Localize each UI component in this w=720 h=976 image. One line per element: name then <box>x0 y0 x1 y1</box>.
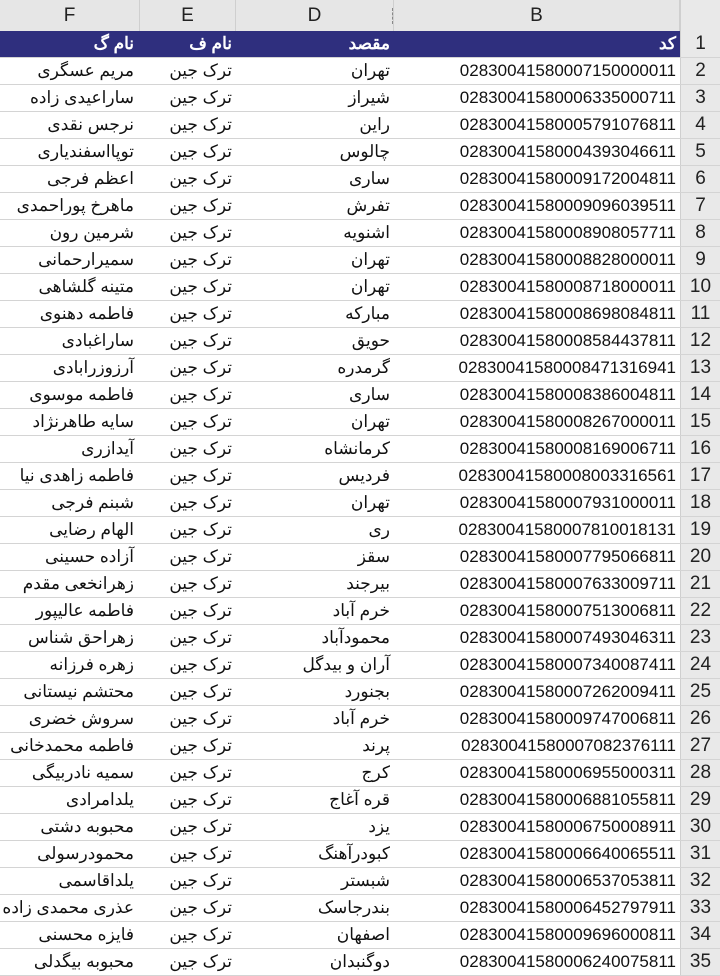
table-row <box>0 301 720 328</box>
row-number[interactable]: 24 <box>680 652 720 678</box>
destination-cell[interactable]: بجنورد <box>344 682 390 701</box>
row-number[interactable]: 16 <box>680 436 720 462</box>
code-cell[interactable]: 02830041580008169006711 <box>459 439 676 458</box>
name-cell[interactable]: فایزه محسنی <box>38 925 134 944</box>
table-row <box>0 625 720 652</box>
table-row <box>0 382 720 409</box>
header-cell-name[interactable]: نام گ <box>93 34 134 53</box>
row-number[interactable]: 4 <box>680 112 720 138</box>
row-number[interactable]: 18 <box>680 490 720 516</box>
destination-cell[interactable]: فردیس <box>338 466 390 485</box>
name-cell[interactable]: فاطمه دهنوی <box>39 304 134 323</box>
table-row <box>0 139 720 166</box>
row-number[interactable]: 31 <box>680 841 720 867</box>
row-number[interactable]: 29 <box>680 787 720 813</box>
code-cell[interactable]: 02830041580008828000011 <box>459 250 676 269</box>
table-row <box>0 220 720 247</box>
destination-cell[interactable]: کبودرآهنگ <box>318 844 390 863</box>
destination-cell[interactable]: اشنویه <box>343 223 390 242</box>
code-cell[interactable]: 02830041580008003316561 <box>458 466 676 485</box>
column-header-f[interactable]: F <box>0 0 140 31</box>
row-number[interactable]: 19 <box>680 517 720 543</box>
table-row <box>0 247 720 274</box>
table-row <box>0 193 720 220</box>
row-number[interactable]: 32 <box>680 868 720 894</box>
column-header-e[interactable]: E <box>140 0 236 31</box>
name-cell[interactable]: نرجس نقدی <box>47 115 134 134</box>
code-cell[interactable]: 02830041580007150000011 <box>459 61 676 80</box>
code-cell[interactable]: 02830041580007633009711 <box>459 574 676 593</box>
destination-cell[interactable]: کرج <box>361 763 390 782</box>
destination-cell[interactable]: قره آغاج <box>329 790 390 809</box>
name-cell[interactable]: زهرانخعی مقدم <box>22 574 134 593</box>
header-cell-pname[interactable]: نام ف <box>189 34 232 53</box>
destination-cell[interactable]: خرم آباد <box>332 709 390 728</box>
destination-cell[interactable]: پرند <box>362 736 390 755</box>
code-cell[interactable]: 02830041580004393046611 <box>459 142 676 161</box>
pname-cell[interactable]: ترک جین <box>169 790 232 809</box>
destination-cell[interactable]: گرمدره <box>337 358 390 377</box>
pname-cell[interactable]: ترک جین <box>169 898 232 917</box>
name-cell[interactable]: سمیه نادربیگی <box>31 763 134 782</box>
column-header-d[interactable]: D <box>236 0 394 31</box>
pname-cell[interactable]: ترک جین <box>169 817 232 836</box>
pname-cell[interactable]: ترک جین <box>169 358 232 377</box>
pname-cell[interactable]: ترک جین <box>169 574 232 593</box>
pname-cell[interactable]: ترک جین <box>169 169 232 188</box>
destination-cell[interactable]: یزد <box>368 817 390 836</box>
row-number[interactable]: 33 <box>680 895 720 921</box>
table-row <box>0 733 720 760</box>
row-number[interactable]: 1 <box>680 31 720 57</box>
table-row <box>0 112 720 139</box>
pname-cell[interactable]: ترک جین <box>169 925 232 944</box>
name-cell[interactable]: توپااسفندیاری <box>37 142 134 161</box>
name-cell[interactable]: محمودرسولی <box>37 844 134 863</box>
name-cell[interactable]: ساراغبادی <box>61 331 134 350</box>
row-number[interactable]: 2 <box>680 58 720 84</box>
name-cell[interactable]: شبنم فرجی <box>51 493 134 512</box>
pname-cell[interactable]: ترک جین <box>169 61 232 80</box>
code-cell[interactable]: 02830041580009172004811 <box>459 169 676 188</box>
code-cell[interactable]: 02830041580006452797911 <box>459 898 676 917</box>
pname-cell[interactable]: ترک جین <box>169 736 232 755</box>
row-number[interactable]: 3 <box>680 85 720 111</box>
code-cell[interactable]: 02830041580007082376111 <box>461 736 676 755</box>
destination-cell[interactable]: تهران <box>350 250 390 269</box>
pname-cell[interactable]: ترک جین <box>169 439 232 458</box>
code-cell[interactable]: 02830041580009696000811 <box>459 925 676 944</box>
name-cell[interactable]: آرزوزرابادی <box>52 358 134 377</box>
destination-cell[interactable]: مبارکه <box>345 304 390 323</box>
row-number[interactable]: 21 <box>680 571 720 597</box>
column-header-b[interactable]: B <box>394 0 680 31</box>
row-number[interactable]: 23 <box>680 625 720 651</box>
code-cell[interactable]: 02830041580006537053811 <box>459 871 676 890</box>
code-cell[interactable]: 02830041580006640065511 <box>459 844 676 863</box>
destination-cell[interactable]: آران و بیدگل <box>302 655 390 674</box>
name-cell[interactable]: زهراحق شناس <box>28 628 134 647</box>
pname-cell[interactable]: ترک جین <box>169 88 232 107</box>
code-cell[interactable]: 02830041580007513006811 <box>459 601 676 620</box>
destination-cell[interactable]: حویق <box>351 331 390 350</box>
destination-cell[interactable]: شیراز <box>348 88 390 107</box>
table-row <box>0 679 720 706</box>
table-row <box>0 706 720 733</box>
pname-cell[interactable]: ترک جین <box>169 844 232 863</box>
header-row <box>0 31 720 58</box>
destination-cell[interactable]: تهران <box>350 412 390 431</box>
table-row <box>0 922 720 949</box>
destination-cell[interactable]: راین <box>359 115 390 134</box>
code-cell[interactable]: 02830041580008908057711 <box>459 223 676 242</box>
name-cell[interactable]: فاطمه عالیپور <box>35 601 134 620</box>
pname-cell[interactable]: ترک جین <box>169 115 232 134</box>
code-cell[interactable]: 02830041580006750008911 <box>459 817 676 836</box>
code-cell[interactable]: 02830041580008698084811 <box>459 304 676 323</box>
pname-cell[interactable]: ترک جین <box>169 385 232 404</box>
pname-cell[interactable]: ترک جین <box>169 142 232 161</box>
row-number[interactable]: 35 <box>680 949 720 975</box>
name-cell[interactable]: محبوبه بیگدلی <box>33 952 134 971</box>
table-row <box>0 436 720 463</box>
code-cell[interactable]: 02830041580007931000011 <box>459 493 676 512</box>
table-row <box>0 166 720 193</box>
pname-cell[interactable]: ترک جین <box>169 871 232 890</box>
row-number[interactable]: 14 <box>680 382 720 408</box>
table-row <box>0 814 720 841</box>
table-row <box>0 787 720 814</box>
row-number[interactable]: 34 <box>680 922 720 948</box>
code-cell[interactable]: 02830041580007810018131 <box>458 520 676 539</box>
name-cell[interactable]: فاطمه زاهدی نیا <box>19 466 134 485</box>
code-cell[interactable]: 02830041580006881055811 <box>459 790 676 809</box>
name-cell[interactable]: یلدامرادی <box>65 790 134 809</box>
destination-cell[interactable]: سقز <box>357 547 390 566</box>
select-all-corner[interactable] <box>680 0 720 31</box>
destination-cell[interactable]: ری <box>368 520 390 539</box>
pname-cell[interactable]: ترک جین <box>169 709 232 728</box>
pname-cell[interactable]: ترک جین <box>169 250 232 269</box>
pname-cell[interactable]: ترک جین <box>169 331 232 350</box>
name-cell[interactable]: ماهرخ پوراحمدی <box>16 196 134 215</box>
sheet-rows <box>0 31 720 976</box>
destination-cell[interactable]: چالوس <box>339 142 390 161</box>
code-cell[interactable]: 02830041580008584437811 <box>459 331 676 350</box>
code-cell[interactable]: 02830041580008267000011 <box>459 412 676 431</box>
code-cell[interactable]: 02830041580008718000011 <box>459 277 676 296</box>
pname-cell[interactable]: ترک جین <box>169 601 232 620</box>
name-cell[interactable]: مریم عسگری <box>37 61 134 80</box>
table-row <box>0 85 720 112</box>
table-row <box>0 868 720 895</box>
table-row <box>0 517 720 544</box>
pname-cell[interactable]: ترک جین <box>169 493 232 512</box>
destination-cell[interactable]: خرم آباد <box>332 601 390 620</box>
header-cell-destination[interactable]: مقصد <box>348 34 390 53</box>
pname-cell[interactable]: ترک جین <box>169 547 232 566</box>
code-cell[interactable]: 02830041580008471316941 <box>458 358 676 377</box>
table-row <box>0 463 720 490</box>
name-cell[interactable]: سایه طاهرنژاد <box>32 412 134 431</box>
name-cell[interactable]: زهره فرزانه <box>49 655 134 674</box>
table-row <box>0 652 720 679</box>
table-row <box>0 544 720 571</box>
code-cell[interactable]: 02830041580005791076811 <box>459 115 676 134</box>
code-cell[interactable]: 02830041580006240075811 <box>459 952 676 971</box>
pname-cell[interactable]: ترک جین <box>169 655 232 674</box>
name-cell[interactable]: ساراعیدی زاده <box>30 88 134 107</box>
pname-cell[interactable]: ترک جین <box>169 466 232 485</box>
code-cell[interactable]: 02830041580007340087411 <box>459 655 676 674</box>
header-cell-code[interactable]: کد <box>658 34 676 53</box>
row-number[interactable]: 27 <box>680 733 720 759</box>
name-cell[interactable]: آزاده حسینی <box>45 547 134 566</box>
table-row <box>0 355 720 382</box>
row-number[interactable]: 22 <box>680 598 720 624</box>
name-cell[interactable]: سمیرارحمانی <box>38 250 134 269</box>
row-number[interactable]: 26 <box>680 706 720 732</box>
table-row <box>0 598 720 625</box>
row-number[interactable]: 30 <box>680 814 720 840</box>
destination-cell[interactable]: تهران <box>350 61 390 80</box>
destination-cell[interactable]: دوگنبدان <box>329 952 390 971</box>
row-number[interactable]: 15 <box>680 409 720 435</box>
row-number[interactable]: 28 <box>680 760 720 786</box>
code-cell[interactable]: 02830041580009747006811 <box>459 709 676 728</box>
name-cell[interactable]: اعظم فرجی <box>46 169 134 188</box>
pname-cell[interactable]: ترک جین <box>169 412 232 431</box>
code-cell[interactable]: 02830041580009096039511 <box>459 196 676 215</box>
table-row <box>0 274 720 301</box>
code-cell[interactable]: 02830041580006335000711 <box>459 88 676 107</box>
pname-cell[interactable]: ترک جین <box>169 223 232 242</box>
table-row <box>0 895 720 922</box>
row-number[interactable]: 25 <box>680 679 720 705</box>
name-cell[interactable]: فاطمه محمدخانی <box>10 736 134 755</box>
pname-cell[interactable]: ترک جین <box>169 952 232 971</box>
table-row <box>0 490 720 517</box>
name-cell[interactable]: شرمین رون <box>49 223 134 242</box>
destination-cell[interactable]: بیرجند <box>346 574 390 593</box>
name-cell[interactable]: سروش خضری <box>28 709 134 728</box>
code-cell[interactable]: 02830041580007493046311 <box>459 628 676 647</box>
row-number[interactable]: 10 <box>680 274 720 300</box>
row-number[interactable]: 17 <box>680 463 720 489</box>
row-number[interactable]: 7 <box>680 193 720 219</box>
name-cell[interactable]: عذری محمدی زاده <box>2 898 134 917</box>
name-cell[interactable]: محتشم نیستانی <box>23 682 134 701</box>
pname-cell[interactable]: ترک جین <box>169 628 232 647</box>
name-cell[interactable]: الهام رضایی <box>49 520 134 539</box>
row-number[interactable]: 5 <box>680 139 720 165</box>
name-cell[interactable]: متینه گلشاهی <box>38 277 134 296</box>
column-header-bar <box>0 0 720 32</box>
pname-cell[interactable]: ترک جین <box>169 520 232 539</box>
table-row <box>0 58 720 85</box>
destination-cell[interactable]: کرمانشاه <box>324 439 390 458</box>
pname-cell[interactable]: ترک جین <box>169 277 232 296</box>
name-cell[interactable]: آیدازری <box>81 439 134 458</box>
destination-cell[interactable]: شبستر <box>340 871 390 890</box>
destination-cell[interactable]: تهران <box>350 493 390 512</box>
pname-cell[interactable]: ترک جین <box>169 682 232 701</box>
row-number[interactable]: 9 <box>680 247 720 273</box>
destination-cell[interactable]: تهران <box>350 277 390 296</box>
row-number[interactable]: 11 <box>680 301 720 327</box>
destination-cell[interactable]: اصفهان <box>336 925 390 944</box>
row-number[interactable]: 20 <box>680 544 720 570</box>
destination-cell[interactable]: محمودآباد <box>321 628 390 647</box>
destination-cell[interactable]: تفرش <box>346 196 390 215</box>
destination-cell[interactable]: بندرجاسک <box>317 898 390 917</box>
destination-cell[interactable]: ساری <box>349 385 390 404</box>
pname-cell[interactable]: ترک جین <box>169 763 232 782</box>
row-number[interactable]: 12 <box>680 328 720 354</box>
code-cell[interactable]: 02830041580006955000311 <box>459 763 676 782</box>
name-cell[interactable]: فاطمه موسوی <box>29 385 134 404</box>
row-number[interactable]: 6 <box>680 166 720 192</box>
table-row <box>0 760 720 787</box>
table-row <box>0 571 720 598</box>
pname-cell[interactable]: ترک جین <box>169 304 232 323</box>
table-row <box>0 841 720 868</box>
row-number[interactable]: 13 <box>680 355 720 381</box>
name-cell[interactable]: محبوبه دشتی <box>40 817 134 836</box>
row-number[interactable]: 8 <box>680 220 720 246</box>
destination-cell[interactable]: ساری <box>349 169 390 188</box>
table-row <box>0 409 720 436</box>
name-cell[interactable]: یلداقاسمی <box>58 871 134 890</box>
code-cell[interactable]: 02830041580007262009411 <box>459 682 676 701</box>
table-row <box>0 328 720 355</box>
code-cell[interactable]: 02830041580008386004811 <box>459 385 676 404</box>
code-cell[interactable]: 02830041580007795066811 <box>459 547 676 566</box>
pname-cell[interactable]: ترک جین <box>169 196 232 215</box>
